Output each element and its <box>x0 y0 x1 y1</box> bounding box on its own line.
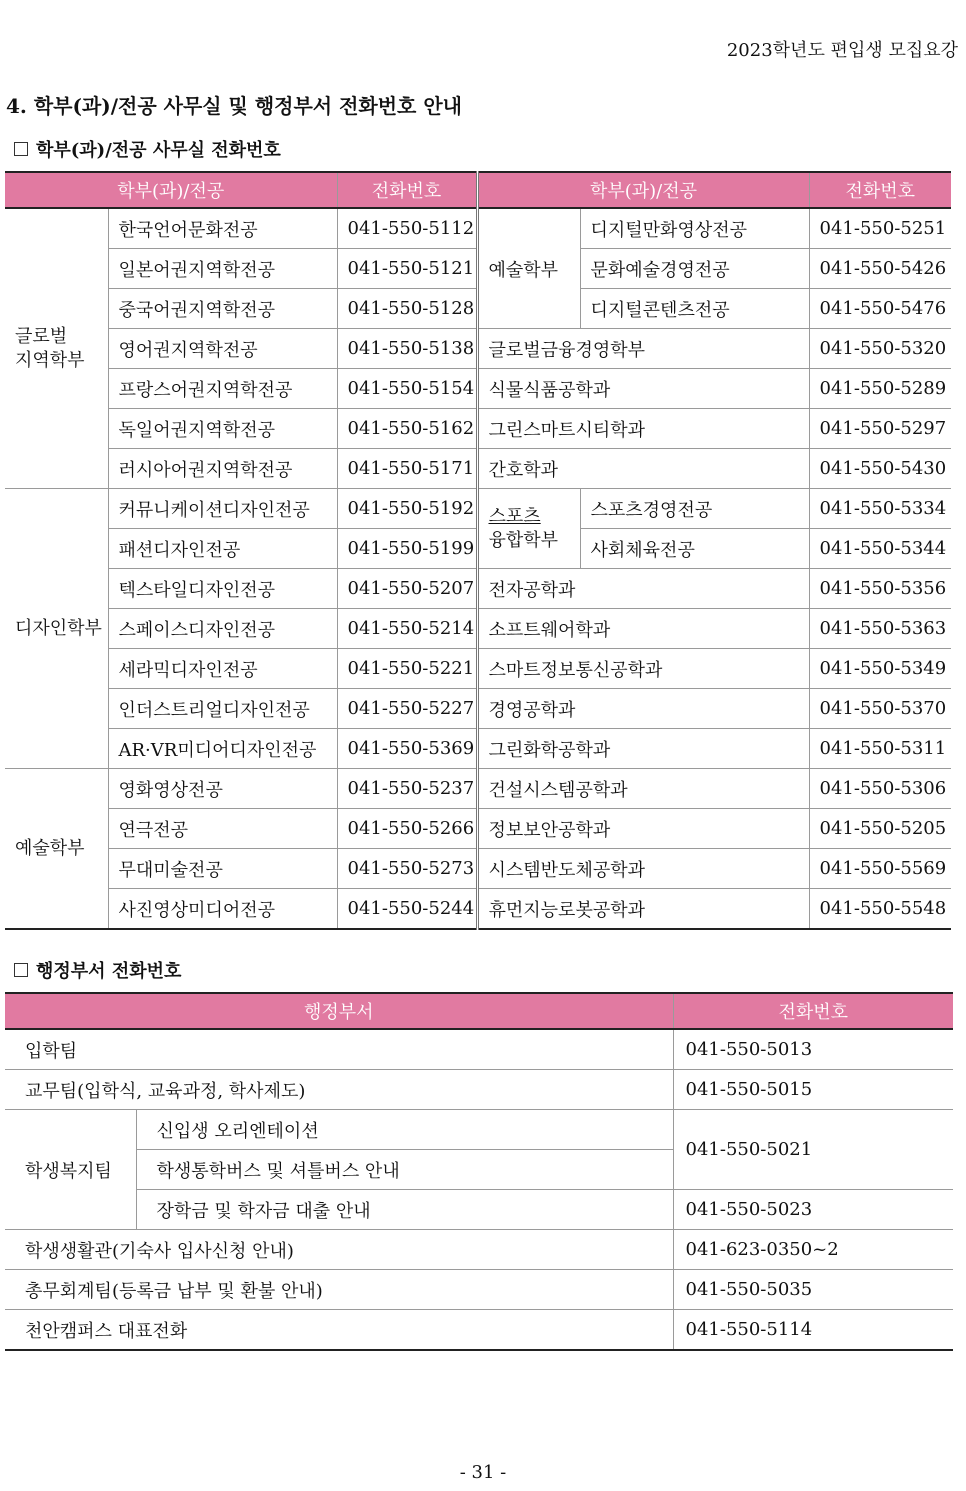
table-row <box>5 1190 953 1230</box>
phone-number: 041-550-5035 <box>673 1270 953 1310</box>
table-row <box>5 1310 953 1351</box>
phone-number: 041-623-0350~2 <box>673 1230 953 1270</box>
dept-table-title: 학부(과)/전공 사무실 전화번호 <box>14 136 281 162</box>
dept-phone-table <box>5 171 951 930</box>
major-name: 한국언어문화전공 <box>108 208 337 249</box>
major-name: 무대미술전공 <box>108 849 337 889</box>
page-number: - 31 - <box>459 1462 507 1483</box>
table-row <box>5 809 951 849</box>
major-name: 디지털만화영상전공 <box>580 208 809 249</box>
phone-number: 041-550-5289 <box>809 369 951 409</box>
phone-number: 041-550-5171 <box>337 449 477 489</box>
admin-dept-name: 천안캠퍼스 대표전화 <box>5 1310 673 1351</box>
table-row <box>5 208 951 249</box>
admin-dept-name: 교무팀(입학식, 교육과정, 학사제도) <box>5 1070 673 1110</box>
group-global: 글로벌 지역학부 <box>5 208 108 489</box>
phone-number: 041-550-5334 <box>809 489 951 529</box>
dept-name: 그린스마트시티학과 <box>477 409 809 449</box>
major-name: 스포츠경영전공 <box>580 489 809 529</box>
table-row <box>5 1230 953 1270</box>
table-row <box>5 1070 953 1110</box>
phone-number: 041-550-5227 <box>337 689 477 729</box>
phone-number: 041-550-5121 <box>337 249 477 289</box>
major-name: 세라믹디자인전공 <box>108 649 337 689</box>
major-name: AR·VR미디어디자인전공 <box>108 729 337 769</box>
welfare-item: 학생통학버스 및 셔틀버스 안내 <box>136 1150 673 1190</box>
phone-number: 041-550-5306 <box>809 769 951 809</box>
table-row <box>5 689 951 729</box>
dept-name: 그린화학공학과 <box>477 729 809 769</box>
phone-number: 041-550-5548 <box>809 889 951 930</box>
phone-number: 041-550-5311 <box>809 729 951 769</box>
phone-number: 041-550-5013 <box>673 1029 953 1070</box>
major-name: 패션디자인전공 <box>108 529 337 569</box>
phone-number: 041-550-5221 <box>337 649 477 689</box>
major-name: 커뮤니케이션디자인전공 <box>108 489 337 529</box>
table-row <box>5 409 951 449</box>
phone-number: 041-550-5154 <box>337 369 477 409</box>
group-art-right: 예술학부 <box>477 208 580 329</box>
dept-name: 식물식품공학과 <box>477 369 809 409</box>
dept-name: 소프트웨어학과 <box>477 609 809 649</box>
phone-number: 041-550-5021 <box>673 1110 953 1190</box>
major-name: 영화영상전공 <box>108 769 337 809</box>
phone-number: 041-550-5369 <box>337 729 477 769</box>
major-name: 중국어권지역학전공 <box>108 289 337 329</box>
welfare-item: 신입생 오리엔테이션 <box>136 1110 673 1150</box>
table-row <box>5 569 951 609</box>
table-row <box>5 729 951 769</box>
col-header-phone: 전화번호 <box>337 172 477 208</box>
phone-number: 041-550-5023 <box>673 1190 953 1230</box>
phone-number: 041-550-5015 <box>673 1070 953 1110</box>
phone-number: 041-550-5273 <box>337 849 477 889</box>
major-name: 러시아어권지역학전공 <box>108 449 337 489</box>
major-name: 디지털콘텐츠전공 <box>580 289 809 329</box>
dept-name: 경영공학과 <box>477 689 809 729</box>
welfare-item: 장학금 및 학자금 대출 안내 <box>136 1190 673 1230</box>
table-row <box>5 769 951 809</box>
group-design: 디자인학부 <box>5 489 108 769</box>
phone-number: 041-550-5192 <box>337 489 477 529</box>
phone-number: 041-550-5112 <box>337 208 477 249</box>
phone-number: 041-550-5430 <box>809 449 951 489</box>
dept-name: 간호학과 <box>477 449 809 489</box>
phone-number: 041-550-5320 <box>809 329 951 369</box>
major-name: 스페이스디자인전공 <box>108 609 337 649</box>
table-row <box>5 449 951 489</box>
table-row <box>5 1029 953 1070</box>
dept-name: 시스템반도체공학과 <box>477 849 809 889</box>
phone-number: 041-550-5251 <box>809 208 951 249</box>
phone-number: 041-550-5356 <box>809 569 951 609</box>
table-row <box>5 649 951 689</box>
dept-name: 건설시스템공학과 <box>477 769 809 809</box>
phone-number: 041-550-5244 <box>337 889 477 930</box>
group-sports: 스포츠 융합학부 <box>477 489 580 569</box>
major-name: 연극전공 <box>108 809 337 849</box>
phone-number: 041-550-5349 <box>809 649 951 689</box>
major-name: 인더스트리얼디자인전공 <box>108 689 337 729</box>
phone-number: 041-550-5344 <box>809 529 951 569</box>
table-row <box>5 369 951 409</box>
table-row <box>5 889 951 930</box>
checkbox-icon <box>14 142 28 156</box>
major-name: 프랑스어권지역학전공 <box>108 369 337 409</box>
admin-table-title: 행정부서 전화번호 <box>14 957 181 983</box>
admin-phone-table <box>5 992 953 1351</box>
dept-name: 전자공학과 <box>477 569 809 609</box>
section-title: 4. 학부(과)/전공 사무실 및 행정부서 전화번호 안내 <box>6 94 462 118</box>
table-row <box>5 609 951 649</box>
table-row <box>5 329 951 369</box>
phone-number: 041-550-5363 <box>809 609 951 649</box>
major-name: 문화예술경영전공 <box>580 249 809 289</box>
phone-number: 041-550-5297 <box>809 409 951 449</box>
dept-name: 휴먼지능로봇공학과 <box>477 889 809 930</box>
table-row <box>5 489 951 529</box>
phone-number: 041-550-5199 <box>337 529 477 569</box>
table-row <box>5 849 951 889</box>
phone-number: 041-550-5138 <box>337 329 477 369</box>
checkbox-icon <box>14 963 28 977</box>
dept-name: 글로벌금융경영학부 <box>477 329 809 369</box>
phone-number: 041-550-5237 <box>337 769 477 809</box>
major-name: 사회체육전공 <box>580 529 809 569</box>
col-header-phone: 전화번호 <box>809 172 951 208</box>
document-header: 2023학년도 편입생 모집요강 <box>726 40 958 61</box>
phone-number: 041-550-5266 <box>337 809 477 849</box>
phone-number: 041-550-5128 <box>337 289 477 329</box>
phone-number: 041-550-5162 <box>337 409 477 449</box>
dept-name: 스마트정보통신공학과 <box>477 649 809 689</box>
phone-number: 041-550-5207 <box>337 569 477 609</box>
admin-dept-name: 입학팀 <box>5 1029 673 1070</box>
major-name: 독일어권지역학전공 <box>108 409 337 449</box>
table-row <box>5 1270 953 1310</box>
phone-number: 041-550-5476 <box>809 289 951 329</box>
col-header-admin-dept: 행정부서 <box>5 993 673 1029</box>
phone-number: 041-550-5370 <box>809 689 951 729</box>
admin-dept-name: 학생복지팀 <box>5 1110 136 1230</box>
group-art-left: 예술학부 <box>5 769 108 930</box>
dept-table-header-row <box>5 172 951 208</box>
phone-number: 041-550-5426 <box>809 249 951 289</box>
phone-number: 041-550-5214 <box>337 609 477 649</box>
col-header-phone: 전화번호 <box>673 993 953 1029</box>
major-name: 일본어권지역학전공 <box>108 249 337 289</box>
phone-number: 041-550-5114 <box>673 1310 953 1351</box>
admin-dept-name: 총무회계팀(등록금 납부 및 환불 안내) <box>5 1270 673 1310</box>
major-name: 텍스타일디자인전공 <box>108 569 337 609</box>
col-header-dept: 학부(과)/전공 <box>5 172 337 208</box>
phone-number: 041-550-5205 <box>809 809 951 849</box>
admin-dept-name: 학생생활관(기숙사 입사신청 안내) <box>5 1230 673 1270</box>
major-name: 영어권지역학전공 <box>108 329 337 369</box>
admin-table-header-row <box>5 993 953 1029</box>
dept-name: 정보보안공학과 <box>477 809 809 849</box>
table-row <box>5 1110 953 1150</box>
phone-number: 041-550-5569 <box>809 849 951 889</box>
major-name: 사진영상미디어전공 <box>108 889 337 930</box>
col-header-dept: 학부(과)/전공 <box>477 172 809 208</box>
